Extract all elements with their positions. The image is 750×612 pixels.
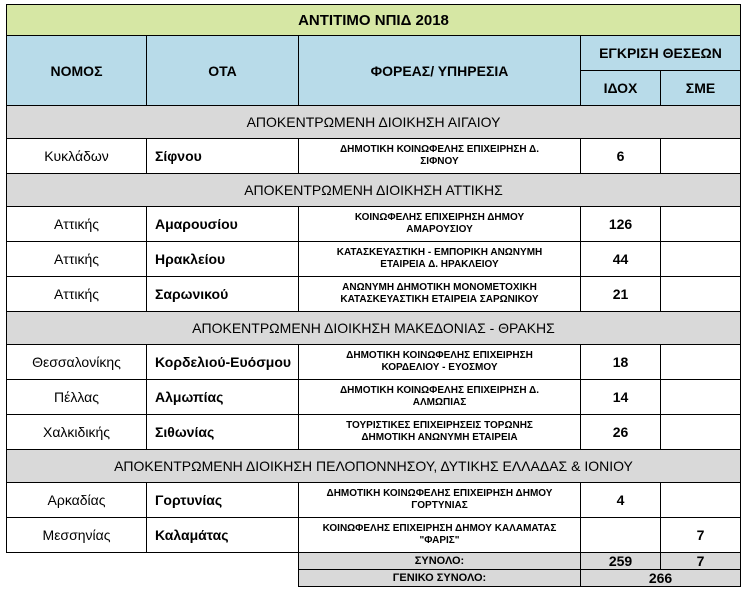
section-title: ΑΠΟΚΕΝΤΡΩΜΕΝΗ ΔΙΟΙΚΗΣΗ ΑΤΤΙΚΗΣ (7, 174, 741, 207)
foreas-line: ΚΟΡΔΕΛΙΟΥ - ΕΥΟΣΜΟΥ (381, 362, 498, 373)
sme-cell (661, 139, 741, 174)
nomos-cell: Πέλλας (7, 380, 147, 415)
table-body (7, 5, 741, 587)
foreas-cell (299, 139, 581, 174)
table-row (7, 380, 741, 415)
foreas-line: ΔΗΜΟΤΙΚΗ ΚΟΙΝΩΦΕΛΗΣ ΕΠΙΧΕΙΡΗΣΗ Δ. (339, 385, 539, 396)
section-row (7, 312, 741, 345)
foreas-line: ΔΗΜΟΤΙΚΗ ΚΟΙΝΩΦΕΛΗΣ ΕΠΙΧΕΙΡΗΣΗ Δ. (339, 144, 539, 155)
blank-cell (7, 570, 299, 587)
foreas-line: ΕΤΑΙΡΕΙΑ Δ. ΗΡΑΚΛΕΙΟΥ (380, 259, 499, 270)
table-row (7, 277, 741, 312)
ota-cell: Σιθωνίας (147, 415, 299, 450)
sum-row (7, 553, 741, 570)
foreas-line: ΑΜΑΡΟΥΣΙΟΥ (406, 224, 473, 235)
table-row (7, 518, 741, 553)
foreas-line: ΓΟΡΤΥΝΙΑΣ (411, 500, 468, 511)
header-idox: ΙΔΟΧ (581, 71, 661, 106)
nomos-cell: Αττικής (7, 277, 147, 312)
nomos-cell: Αττικής (7, 207, 147, 242)
sum-sme: 7 (661, 553, 741, 570)
foreas-line: ΔΗΜΟΤΙΚΗ ΑΝΩΝΥΜΗ ΕΤΑΙΡΕΙΑ (361, 432, 518, 443)
section-title: ΑΠΟΚΕΝΤΡΩΜΕΝΗ ΔΙΟΙΚΗΣΗ ΑΙΓΑΙΟΥ (7, 106, 741, 139)
foreas-line: ΑΛΜΩΠΙΑΣ (412, 397, 467, 408)
ota-cell: Ηρακλείου (147, 242, 299, 277)
sme-cell (661, 415, 741, 450)
ota-cell: Αμαρουσίου (147, 207, 299, 242)
section-title: ΑΠΟΚΕΝΤΡΩΜΕΝΗ ΔΙΟΙΚΗΣΗ ΜΑΚΕΔΟΝΙΑΣ - ΘΡΑΚΗΣ (7, 312, 741, 345)
foreas-line: ΚΟΙΝΩΦΕΛΗΣ ΕΠΙΧΕΙΡΗΣΗ ΔΗΜΟΥ (354, 212, 525, 223)
sme-cell (661, 242, 741, 277)
sme-cell (661, 277, 741, 312)
sme-cell (661, 207, 741, 242)
table-row (7, 345, 741, 380)
idox-cell: 21 (581, 277, 661, 312)
sum-idox: 259 (581, 553, 661, 570)
header-ota: ΟΤΑ (147, 36, 299, 106)
foreas-line: ΚΟΙΝΩΦΕΛΗΣ ΕΠΙΧΕΙΡΗΣΗ ΔΗΜΟΥ ΚΑΛΑΜΑΤΑΣ (322, 523, 557, 534)
header-approval: ΕΓΚΡΙΣΗ ΘΕΣΕΩΝ (581, 36, 741, 71)
foreas-line: ΔΗΜΟΤΙΚΗ ΚΟΙΝΩΦΕΛΗΣ ΕΠΙΧΕΙΡΗΣΗ ΔΗΜΟΥ (326, 488, 553, 499)
sme-cell (661, 483, 741, 518)
positions-table (6, 4, 741, 587)
nomos-cell: Μεσσηνίας (7, 518, 147, 553)
foreas-cell (299, 415, 581, 450)
table-row (7, 139, 741, 174)
idox-cell (581, 518, 661, 553)
idox-cell: 44 (581, 242, 661, 277)
header-nomos: ΝΟΜΟΣ (7, 36, 147, 106)
grand-total-label: ΓΕΝΙΚΟ ΣΥΝΟΛΟ: (299, 570, 581, 587)
ota-cell: Καλαμάτας (147, 518, 299, 553)
foreas-line: ΣΙΦΝΟΥ (420, 156, 459, 167)
grand-total-row (7, 570, 741, 587)
sum-label: ΣΥΝΟΛΟ: (299, 553, 581, 570)
ota-cell: Σίφνου (147, 139, 299, 174)
foreas-line: ΤΟΥΡΙΣΤΙΚΕΣ ΕΠΙΧΕΙΡΗΣΕΙΣ ΤΟΡΩΝΗΣ (346, 420, 533, 431)
idox-cell: 26 (581, 415, 661, 450)
foreas-line: ΚΑΤΑΣΚΕΥΑΣΤΙΚΗ - ΕΜΠΟΡΙΚΗ ΑΝΩΝΥΜΗ (336, 247, 543, 258)
idox-cell: 14 (581, 380, 661, 415)
section-row (7, 106, 741, 139)
foreas-line: ΑΝΩΝΥΜΗ ΔΗΜΟΤΙΚΗ ΜΟΝΟΜΕΤΟΧΙΚΗ (342, 282, 537, 293)
foreas-cell (299, 518, 581, 553)
sme-cell: 7 (661, 518, 741, 553)
ota-cell: Γορτυνίας (147, 483, 299, 518)
header-foreas: ΦΟΡΕΑΣ/ ΥΠΗΡΕΣΙΑ (299, 36, 581, 106)
nomos-cell: Αττικής (7, 242, 147, 277)
foreas-cell (299, 345, 581, 380)
ota-cell: Σαρωνικού (147, 277, 299, 312)
table-row (7, 207, 741, 242)
section-row (7, 174, 741, 207)
sme-cell (661, 380, 741, 415)
header-sme: ΣΜΕ (661, 71, 741, 106)
table-row (7, 415, 741, 450)
nomos-cell: Χαλκιδικής (7, 415, 147, 450)
idox-cell: 18 (581, 345, 661, 380)
section-title: ΑΠΟΚΕΝΤΡΩΜΕΝΗ ΔΙΟΙΚΗΣΗ ΠΕΛΟΠΟΝΝΗΣΟΥ, ΔΥΤΙΚΗΣ ΕΛΛΑΔΑΣ & ΙΟΝΙΟΥ (7, 450, 741, 483)
table-title: ΑΝΤΙΤΙΜΟ ΝΠΙΔ 2018 (7, 5, 741, 36)
ota-cell: Αλμωπίας (147, 380, 299, 415)
idox-cell: 4 (581, 483, 661, 518)
idox-cell: 126 (581, 207, 661, 242)
table-row (7, 483, 741, 518)
foreas-line: ΔΗΜΟΤΙΚΗ ΚΟΙΝΩΦΕΛΗΣ ΕΠΙΧΕΙΡΗΣΗ (346, 350, 533, 361)
foreas-cell (299, 207, 581, 242)
table-row (7, 242, 741, 277)
foreas-cell (299, 380, 581, 415)
grand-total-value: 266 (581, 570, 741, 587)
ota-cell: Κορδελιού-Ευόσμου (147, 345, 299, 380)
blank-cell (7, 553, 299, 570)
foreas-line: ΚΑΤΑΣΚΕΥΑΣΤΙΚΗ ΕΤΑΙΡΕΙΑ ΣΑΡΩΝΙΚΟΥ (340, 294, 539, 305)
foreas-cell (299, 242, 581, 277)
sme-cell (661, 345, 741, 380)
foreas-cell (299, 277, 581, 312)
foreas-cell (299, 483, 581, 518)
section-row (7, 450, 741, 483)
nomos-cell: Θεσσαλονίκης (7, 345, 147, 380)
nomos-cell: Αρκαδίας (7, 483, 147, 518)
idox-cell: 6 (581, 139, 661, 174)
nomos-cell: Κυκλάδων (7, 139, 147, 174)
foreas-line: "ΦΑΡΙΣ" (419, 535, 460, 546)
